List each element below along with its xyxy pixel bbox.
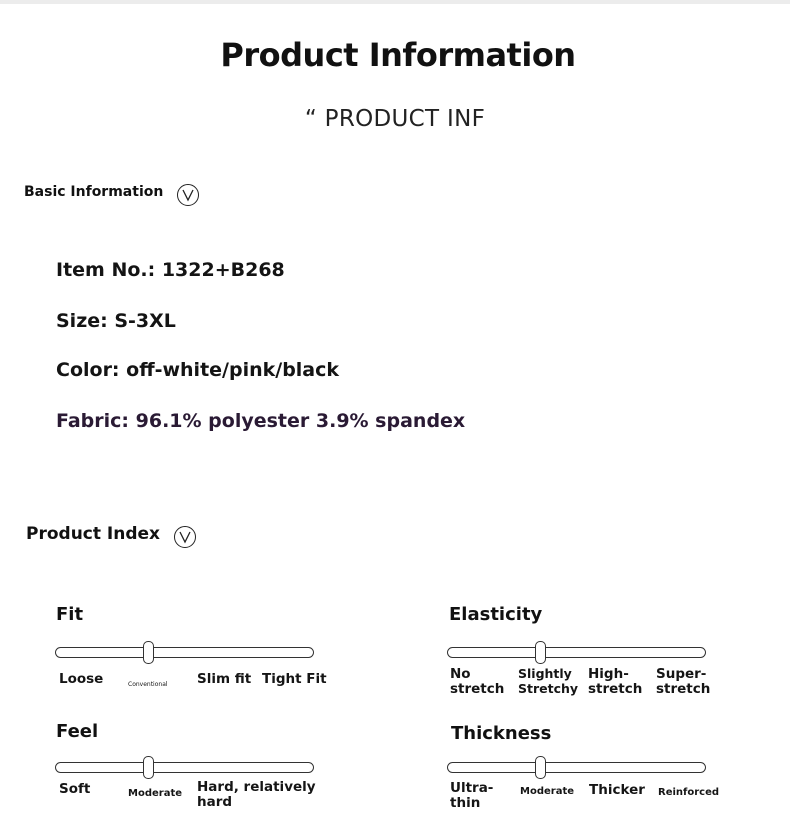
- thickness-label-ultra-thin: Ultra-thin: [450, 780, 494, 811]
- fit-label-tight-fit: Tight Fit: [262, 671, 327, 687]
- feel-scale-track: [55, 762, 314, 773]
- feel-scale-marker: [143, 756, 154, 779]
- section-heading-label: Basic Information: [24, 184, 164, 200]
- thickness-title: Thickness: [451, 723, 552, 744]
- elasticity-scale-track: [447, 647, 706, 658]
- basic-information-heading: [24, 181, 199, 203]
- fit-title: Fit: [56, 604, 84, 625]
- chevron-down-circle-icon: [177, 184, 199, 206]
- feel-title: Feel: [56, 721, 99, 742]
- elasticity-label-slightly-stretchy: Slightly Stretchy: [518, 666, 579, 696]
- top-divider: [0, 0, 790, 4]
- elasticity-label-no-stretch: No stretch: [450, 666, 505, 697]
- page-title: Product Information: [220, 36, 576, 74]
- section-heading-label: Product Index: [26, 524, 161, 544]
- fit-label-conventional: Conventional: [128, 681, 168, 688]
- elasticity-label-super-stretch: Super-stretch: [656, 666, 711, 697]
- color-options: Color: off-white/pink/black: [56, 359, 340, 381]
- fabric-composition: Fabric: 96.1% polyester 3.9% spandex: [56, 410, 466, 432]
- thickness-label-reinforced: Reinforced: [658, 787, 720, 798]
- size-range: Size: S-3XL: [56, 310, 176, 332]
- fit-label-loose: Loose: [59, 671, 104, 687]
- item-number: Item No.: 1322+B268: [56, 259, 285, 281]
- thickness-label-moderate: Moderate: [520, 786, 575, 797]
- product-index-heading: [26, 523, 196, 545]
- fit-scale-marker: [143, 641, 154, 664]
- fit-scale-track: [55, 647, 314, 658]
- thickness-scale-marker: [535, 756, 546, 779]
- feel-label-soft: Soft: [59, 781, 91, 797]
- elasticity-title: Elasticity: [449, 604, 543, 625]
- thickness-scale-track: [447, 762, 706, 773]
- feel-label-hard: Hard, relatively hard: [197, 779, 316, 810]
- elasticity-label-high-stretch: High-stretch: [588, 666, 643, 697]
- feel-label-moderate: Moderate: [128, 788, 183, 799]
- page-subtitle: “ PRODUCT INF: [304, 106, 486, 132]
- chevron-down-circle-icon: [174, 526, 196, 548]
- thickness-label-thicker: Thicker: [589, 782, 645, 798]
- fit-label-slim-fit: Slim fit: [197, 671, 252, 687]
- elasticity-scale-marker: [535, 641, 546, 664]
